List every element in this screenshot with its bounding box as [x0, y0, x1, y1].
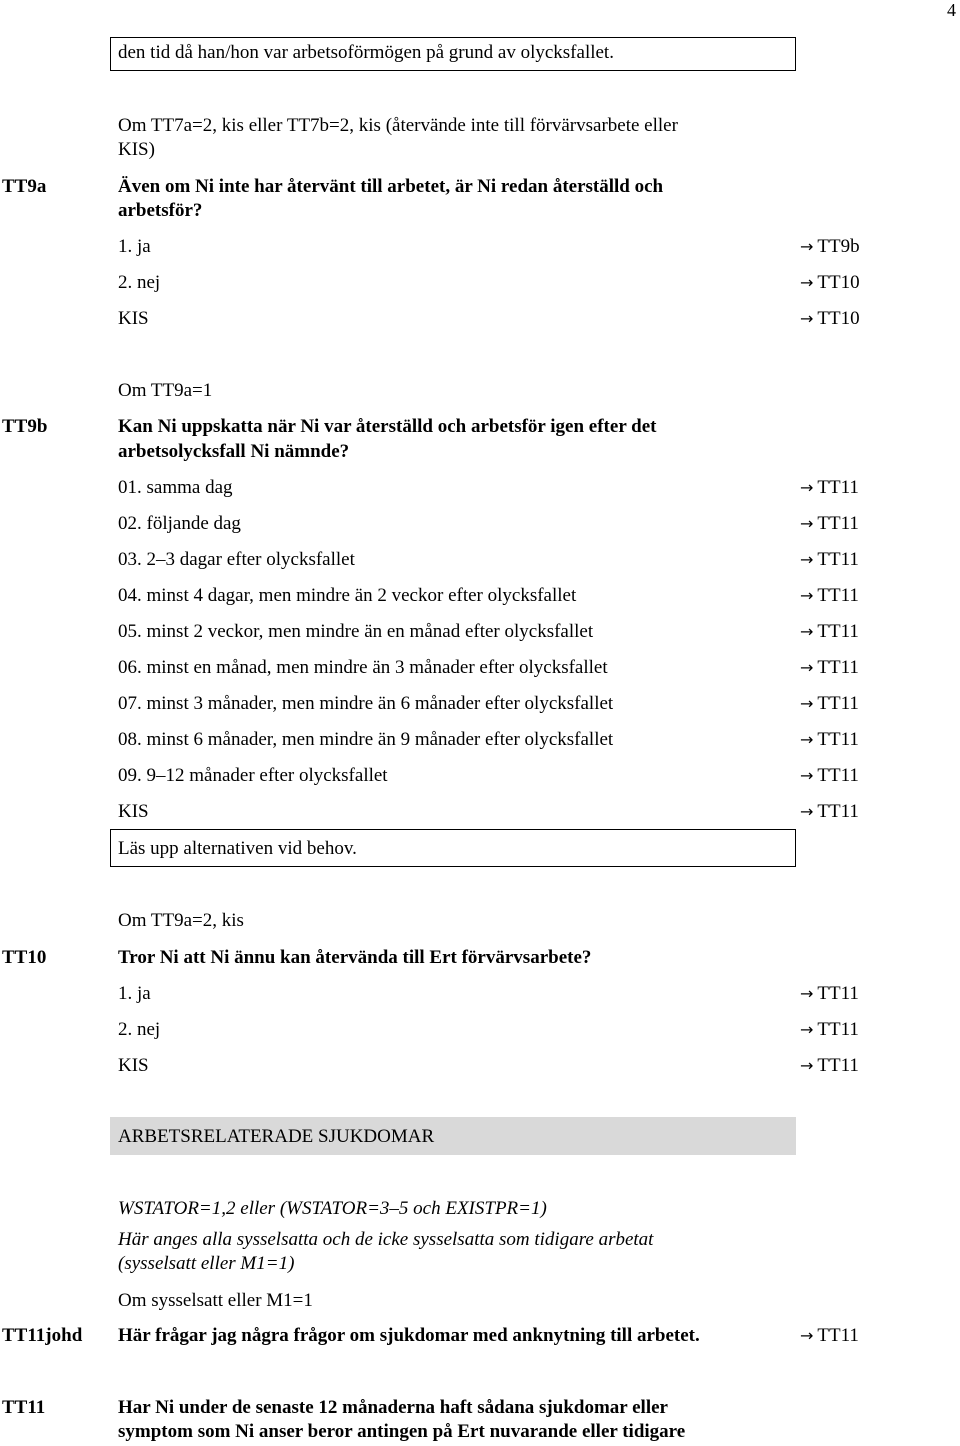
- question-text: Även om Ni inte har återvänt till arbetet, är Ni redan återställd och: [118, 176, 664, 197]
- skip-instruction: → TT11: [800, 765, 859, 786]
- arrow-right-icon: →: [800, 802, 814, 821]
- filter-condition: Om sysselsatt eller M1=1: [118, 1290, 313, 1311]
- arrow-right-icon: →: [800, 237, 814, 256]
- skip-instruction: → TT11: [800, 477, 859, 498]
- answer-option: 08. minst 6 månader, men mindre än 9 månader efter olycksfallet: [118, 729, 614, 750]
- skip-instruction: → TT10: [800, 308, 860, 329]
- question-text-cont: arbetsolycksfall Ni nämnde?: [118, 441, 350, 462]
- skip-instruction: → TT11: [800, 983, 859, 1004]
- answer-option: KIS: [118, 1055, 149, 1076]
- skip-instruction: → TT11: [800, 585, 859, 606]
- page-number: 4: [947, 0, 956, 20]
- question-code: TT11johd: [2, 1325, 83, 1346]
- answer-option: 01. samma dag: [118, 477, 233, 498]
- question-text: Har Ni under de senaste 12 månaderna haft sådana sjukdomar eller: [118, 1397, 668, 1418]
- question-code: TT9a: [2, 176, 47, 197]
- filter-condition: Om TT9a=1: [118, 380, 213, 401]
- question-text-cont: symptom som Ni anser beror antingen på Ert nuvarande eller tidigare: [118, 1421, 686, 1442]
- question-text: Kan Ni uppskatta när Ni var återställd och arbetsför igen efter det: [118, 416, 657, 437]
- question-code: TT11: [2, 1397, 46, 1418]
- skip-instruction: → TT11: [800, 693, 859, 714]
- arrow-right-icon: →: [800, 730, 814, 749]
- filter-note: (sysselsatt eller M1=1): [118, 1253, 295, 1274]
- skip-instruction: → TT11: [800, 1055, 859, 1076]
- skip-instruction: → TT11: [800, 729, 859, 750]
- arrow-right-icon: →: [800, 309, 814, 328]
- question-code: TT10: [2, 947, 47, 968]
- answer-option: 03. 2–3 dagar efter olycksfallet: [118, 549, 355, 570]
- answer-option: 1. ja: [118, 983, 151, 1004]
- skip-instruction: → TT11: [800, 621, 859, 642]
- filter-condition-cont: KIS): [118, 139, 155, 160]
- arrow-right-icon: →: [800, 622, 814, 641]
- arrow-right-icon: →: [800, 1020, 814, 1039]
- arrow-right-icon: →: [800, 514, 814, 533]
- skip-instruction: → TT11: [800, 1325, 859, 1346]
- question-text: Här frågar jag några frågor om sjukdomar med anknytning till arbetet.: [118, 1325, 700, 1346]
- filter-condition: Om TT7a=2, kis eller TT7b=2, kis (återvände inte till förvärvsarbete eller: [118, 115, 678, 136]
- answer-option: KIS: [118, 308, 149, 329]
- arrow-right-icon: →: [800, 658, 814, 677]
- skip-instruction: → TT11: [800, 513, 859, 534]
- question-text-cont: arbetsför?: [118, 200, 203, 221]
- answer-option: 04. minst 4 dagar, men mindre än 2 veckor efter olycksfallet: [118, 585, 577, 606]
- question-code: TT9b: [2, 416, 48, 437]
- arrow-right-icon: →: [800, 694, 814, 713]
- skip-instruction: → TT11: [800, 801, 859, 822]
- answer-option: 02. följande dag: [118, 513, 241, 534]
- answer-option: 09. 9–12 månader efter olycksfallet: [118, 765, 388, 786]
- answer-option: 07. minst 3 månader, men mindre än 6 månader efter olycksfallet: [118, 693, 614, 714]
- arrow-right-icon: →: [800, 766, 814, 785]
- question-text: Tror Ni att Ni ännu kan återvända till Ert förvärvsarbete?: [118, 947, 592, 968]
- filter-note: WSTATOR=1,2 eller (WSTATOR=3–5 och EXISTPR=1): [118, 1198, 547, 1219]
- arrow-right-icon: →: [800, 984, 814, 1003]
- arrow-right-icon: →: [800, 550, 814, 569]
- filter-condition: Om TT9a=2, kis: [118, 910, 244, 931]
- filter-note: Här anges alla sysselsatta och de icke sysselsatta som tidigare arbetat: [118, 1229, 654, 1250]
- answer-option: 2. nej: [118, 1019, 161, 1040]
- arrow-right-icon: →: [800, 1056, 814, 1075]
- arrow-right-icon: →: [800, 273, 814, 292]
- section-heading: ARBETSRELATERADE SJUKDOMAR: [118, 1126, 435, 1147]
- interviewer-note: Läs upp alternativen vid behov.: [118, 838, 357, 859]
- answer-option: 06. minst en månad, men mindre än 3 månader efter olycksfallet: [118, 657, 608, 678]
- answer-option: KIS: [118, 801, 149, 822]
- skip-instruction: → TT9b: [800, 236, 860, 257]
- skip-instruction: → TT11: [800, 1019, 859, 1040]
- arrow-right-icon: →: [800, 586, 814, 605]
- skip-instruction: → TT11: [800, 657, 859, 678]
- interviewer-instruction: den tid då han/hon var arbetsoförmögen på grund av olycksfallet.: [118, 42, 614, 63]
- arrow-right-icon: →: [800, 1326, 814, 1345]
- answer-option: 2. nej: [118, 272, 161, 293]
- skip-instruction: → TT11: [800, 549, 859, 570]
- arrow-right-icon: →: [800, 478, 814, 497]
- answer-option: 1. ja: [118, 236, 151, 257]
- answer-option: 05. minst 2 veckor, men mindre än en månad efter olycksfallet: [118, 621, 594, 642]
- skip-instruction: → TT10: [800, 272, 860, 293]
